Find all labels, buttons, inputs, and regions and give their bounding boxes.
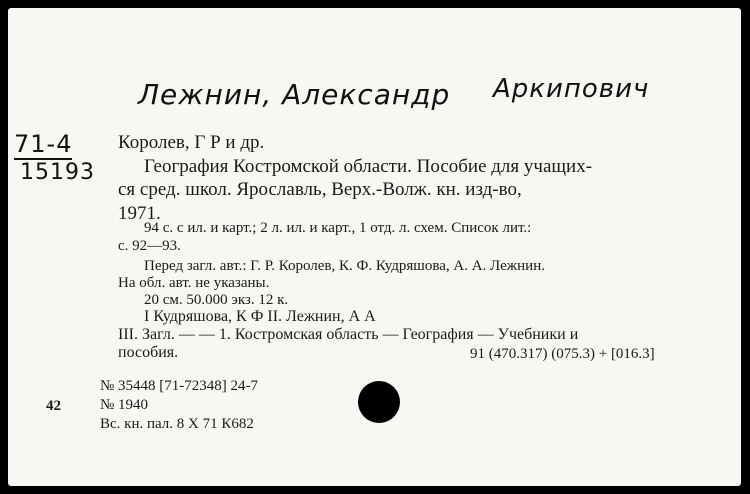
catalog-card: [8, 8, 741, 486]
handwritten-patronymic: Аркипович: [493, 74, 650, 104]
added-entries: I Кудряшова, К Ф II. Лежнин, А А: [144, 308, 376, 325]
title-line-3: 1971.: [118, 203, 161, 224]
subject-line: III. Загл. — — 1. Костромская область — География — Учебники и: [118, 326, 579, 343]
physical-description: 94 с. с ил. и карт.; 2 л. ил. и карт., 1 отд. л. схем. Список лит.:: [144, 220, 532, 236]
title-line-1: География Костромской области. Пособие для учащих-: [144, 156, 593, 177]
classification-code: 91 (470.317) (075.3) + [016.3]: [470, 346, 655, 362]
cover-note: На обл. авт. не указаны.: [118, 275, 270, 291]
format-note: 20 см. 50.000 экз. 12 к.: [144, 292, 289, 308]
record-number: № 35448 [71-72348] 24-7: [100, 378, 259, 394]
card-count: 42: [46, 398, 61, 414]
handwritten-call-number: 71-4: [14, 130, 73, 158]
handwritten-author-name: Лежнин, Александр: [138, 78, 451, 111]
subject-line-2: пособия.: [118, 344, 179, 361]
chamber-stamp-line: Вс. кн. пал. 8 X 71 К682: [100, 416, 254, 432]
card-number: № 1940: [100, 397, 149, 413]
title-line-2: ся сред. школ. Ярославль, Верх.-Волж. кн. изд-во,: [118, 179, 522, 200]
bibliography-pages: с. 92—93.: [118, 238, 181, 254]
author-line: Королев, Г Р и др.: [118, 132, 265, 153]
authors-note: Перед загл. авт.: Г. Р. Королев, К. Ф. Кудряшова, А. А. Лежнин.: [144, 258, 545, 274]
punch-hole: [358, 381, 400, 423]
handwritten-inventory-number: 15193: [20, 160, 95, 185]
